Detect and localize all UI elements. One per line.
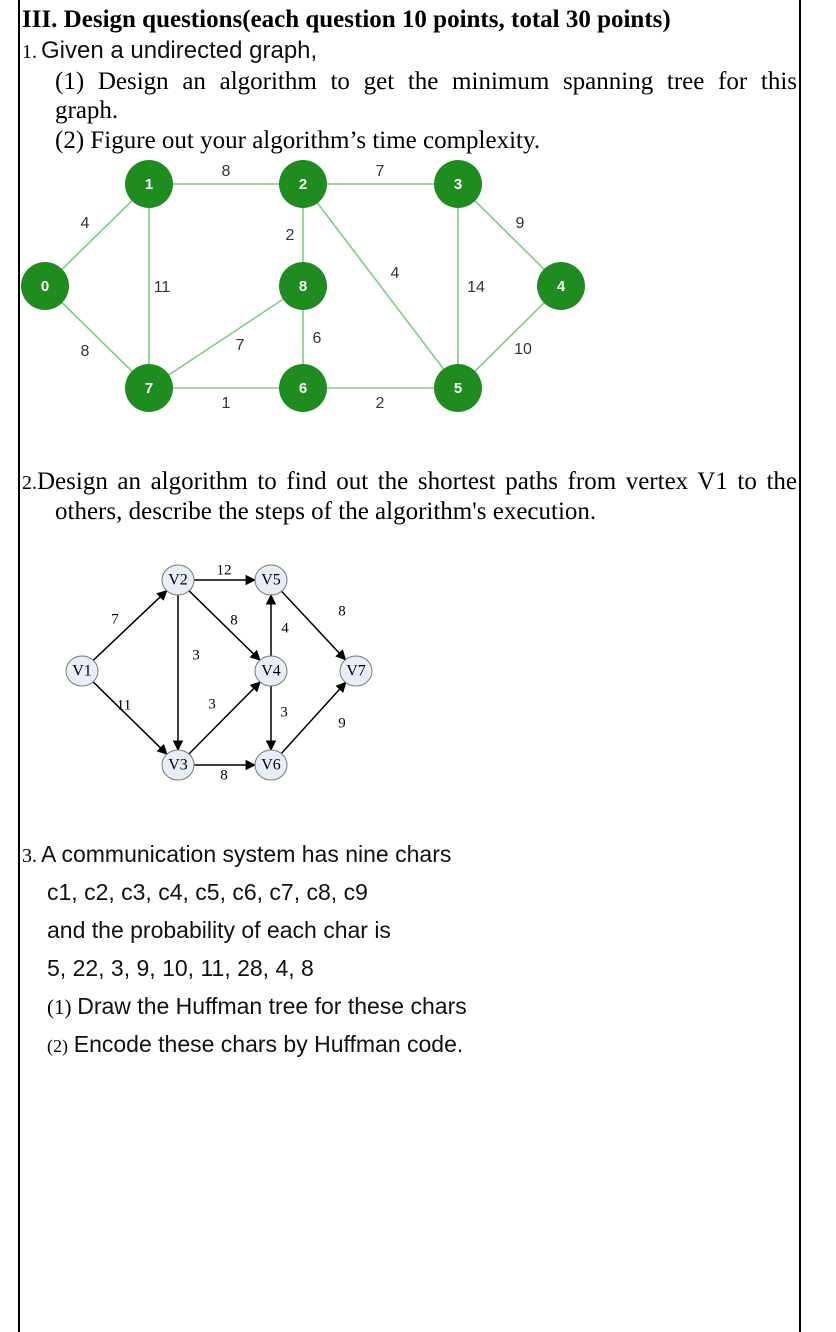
mst-edge-weight-3-5: 14 — [467, 279, 485, 297]
mst-edge-weight-7-8: 7 — [235, 337, 245, 355]
sp-node-label-V2: V2 — [168, 571, 188, 589]
q3-probabilities: 5, 22, 3, 9, 10, 11, 28, 4, 8 — [47, 955, 314, 981]
q1-number: 1. — [22, 41, 37, 63]
q1-part1-line1: (1) Design an algorithm to get the minimum spanning tree for this — [55, 68, 797, 95]
sp-edge-weight-V4-V5: 4 — [281, 620, 289, 637]
sp-edge-V6-V7 — [281, 682, 345, 753]
q1-undirected-graph — [0, 150, 836, 420]
q2-number: 2. — [22, 472, 37, 494]
q3-part1 — [47, 993, 467, 1020]
sp-edge-weight-V2-V3: 3 — [192, 647, 200, 664]
q3-part2 — [47, 1031, 463, 1058]
sp-edge-weight-V3-V4: 3 — [208, 696, 216, 713]
mst-edge-weight-7-6: 1 — [221, 395, 231, 413]
mst-node-label-1: 1 — [144, 175, 154, 193]
mst-node-label-6: 6 — [298, 379, 308, 397]
mst-node-label-0: 0 — [40, 277, 50, 295]
q1-intro-line — [22, 37, 317, 65]
sp-edge-weight-V3-V6: 8 — [220, 767, 228, 784]
mst-edge-weight-6-5: 2 — [375, 395, 385, 413]
sp-node-label-V6: V6 — [261, 756, 281, 774]
mst-edge-weight-1-2: 8 — [221, 163, 231, 181]
sp-edge-V1-V2 — [93, 591, 166, 661]
q2-line1-text: Design an algorithm to find out the shortest paths from vertex V1 to the — [37, 468, 797, 495]
q3-chars: c1, c2, c3, c4, c5, c6, c7, c8, c9 — [47, 879, 368, 905]
q1-intro: Given a undirected graph, — [41, 37, 318, 64]
sp-node-label-V7: V7 — [346, 662, 366, 680]
sp-node-label-V5: V5 — [261, 571, 281, 589]
mst-node-label-4: 4 — [556, 277, 566, 295]
q2-directed-graph — [0, 550, 836, 790]
sp-edge-weight-V2-V5: 12 — [216, 562, 232, 579]
sp-edge-weight-V6-V7: 9 — [338, 715, 346, 732]
section-title: III. Design questions(each question 10 points, total 30 points) — [22, 6, 671, 33]
sp-node-label-V4: V4 — [261, 662, 281, 680]
mst-node-label-2: 2 — [298, 175, 308, 193]
q3-line1 — [22, 841, 451, 868]
q3-number: 3. — [22, 845, 37, 867]
mst-edge-weight-4-5: 10 — [514, 341, 532, 359]
q1-part1-line2: graph. — [55, 97, 119, 124]
sp-edge-weight-V1-V3: 11 — [116, 697, 132, 714]
mst-edge-weight-0-7: 8 — [80, 343, 90, 361]
mst-edge-weight-1-7: 11 — [153, 279, 171, 297]
sp-edge-weight-V4-V6: 3 — [280, 704, 288, 721]
mst-edge-weight-2-3: 7 — [375, 163, 385, 181]
sp-edge-weight-V2-V4: 8 — [230, 612, 238, 629]
sp-node-label-V3: V3 — [168, 756, 188, 774]
mst-edge-weight-3-4: 9 — [515, 215, 525, 233]
q2-line1 — [22, 467, 797, 498]
sp-edge-V5-V7 — [282, 591, 346, 659]
sp-edge-weight-V1-V2: 7 — [111, 611, 119, 628]
q3-part2-label: (2) — [47, 1036, 68, 1056]
mst-node-label-5: 5 — [453, 379, 463, 397]
mst-edge-weight-0-1: 4 — [80, 215, 90, 233]
mst-edge-weight-2-5: 4 — [390, 265, 400, 283]
sp-edge-V1-V3 — [93, 682, 167, 754]
sp-edge-V3-V4 — [189, 682, 260, 754]
mst-node-label-3: 3 — [453, 175, 463, 193]
q3-part1-label: (1) — [47, 995, 72, 1019]
mst-node-label-8: 8 — [298, 277, 308, 295]
q3-part2-text: Encode these chars by Huffman code. — [73, 1031, 464, 1057]
q1-part2: (2) Figure out your algorithm’s time complexity. — [55, 127, 541, 154]
q3-line1-text: A communication system has nine chars — [41, 841, 452, 867]
mst-edge-7-8 — [149, 286, 303, 388]
mst-edge-weight-8-6: 6 — [312, 330, 322, 348]
q3-part1-text: Draw the Huffman tree for these chars — [77, 993, 467, 1019]
mst-edge-weight-2-8: 2 — [285, 227, 295, 245]
mst-node-label-7: 7 — [144, 379, 154, 397]
sp-node-label-V1: V1 — [72, 662, 92, 680]
sp-edge-weight-V5-V7: 8 — [338, 603, 346, 620]
q3-line3: and the probability of each char is — [47, 917, 391, 943]
q2-line2: others, describe the steps of the algorithm's execution. — [55, 498, 597, 525]
